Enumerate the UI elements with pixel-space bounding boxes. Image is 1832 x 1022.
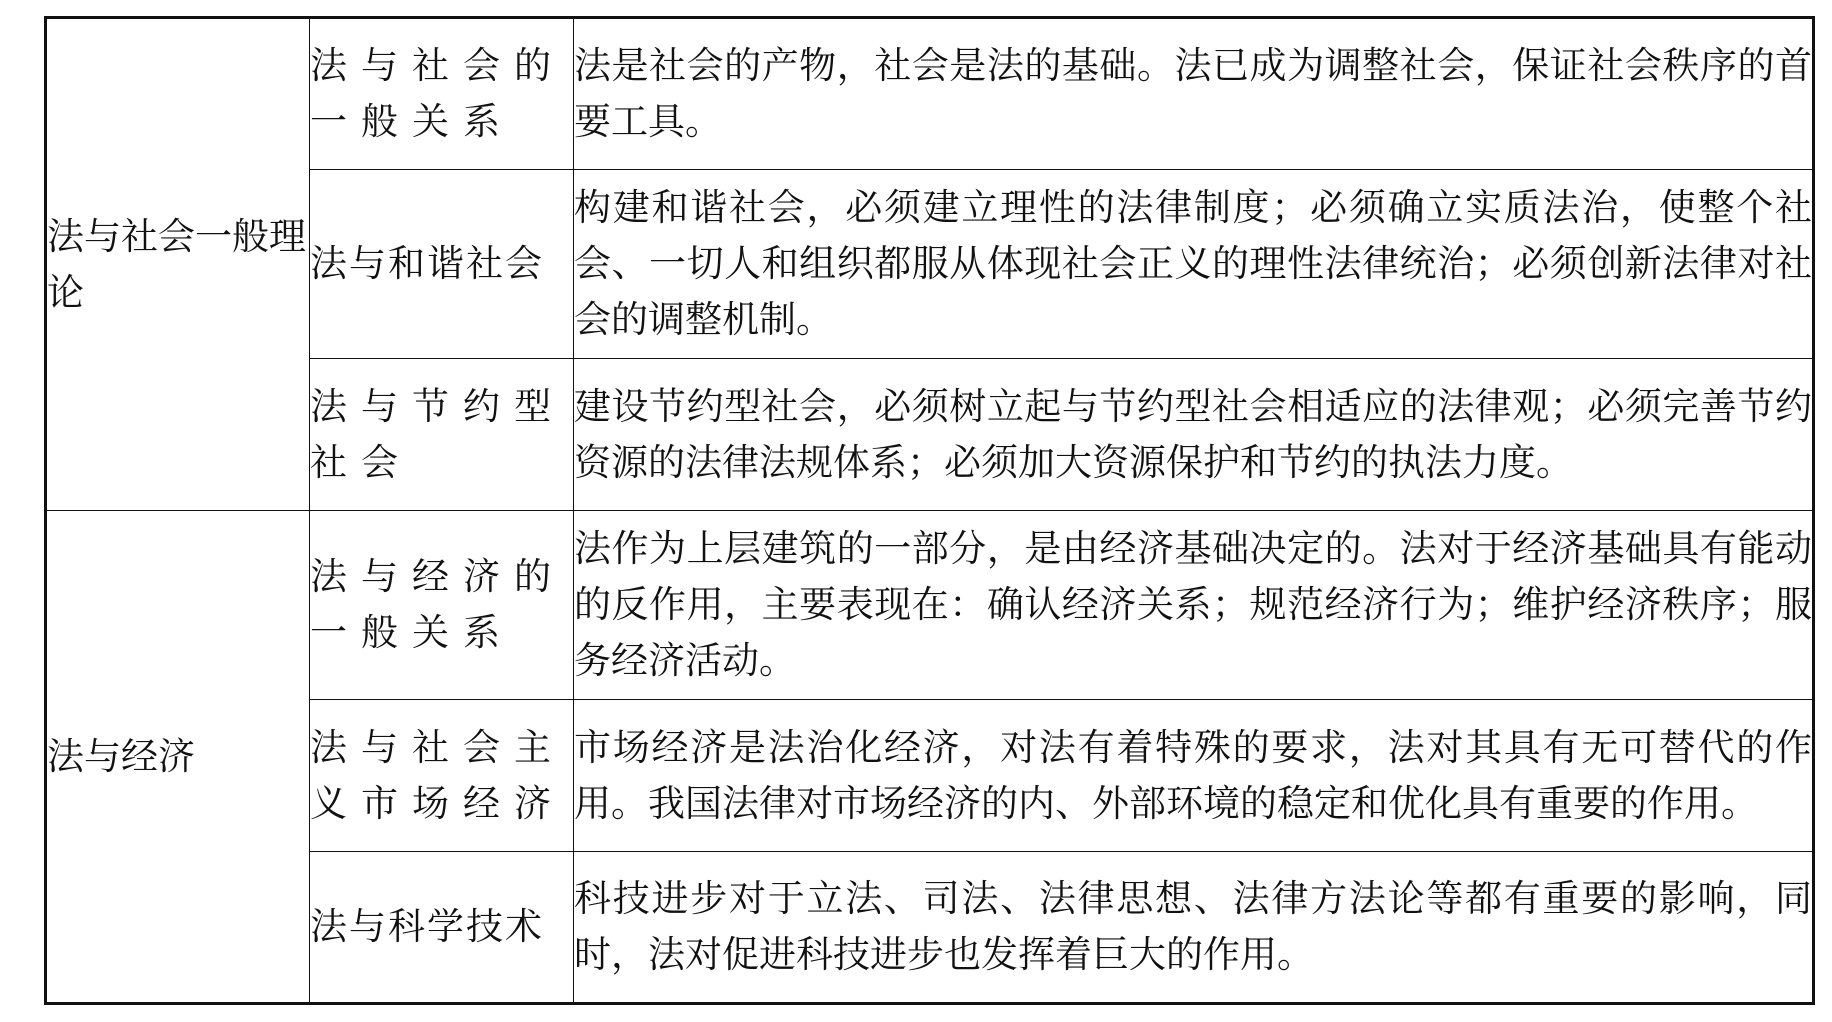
- content-cell: 法作为上层建筑的一部分，是由经济基础决定的。法对于经济基础具有能动的反作用，主要表现在：确认经济关系；规范经济行为；维护经济秩序；服务经济活动。: [574, 511, 1814, 700]
- table-row: [46, 700, 1814, 852]
- table-row: [46, 18, 1814, 170]
- table-row: [46, 511, 1814, 700]
- topic-cell: 法与社会主义市场经济: [310, 700, 574, 852]
- category-cell: 法与经济: [46, 511, 310, 1004]
- content-cell: 市场经济是法治化经济，对法有着特殊的要求，法对其具有无可替代的作用。我国法律对市场经济的内、外部环境的稳定和优化具有重要的作用。: [574, 700, 1814, 852]
- content-cell: 建设节约型社会，必须树立起与节约型社会相适应的法律观；必须完善节约资源的法律法规体系；必须加大资源保护和节约的执法力度。: [574, 359, 1814, 511]
- content-cell: 科技进步对于立法、司法、法律思想、法律方法论等都有重要的影响，同时，法对促进科技进步也发挥着巨大的作用。: [574, 852, 1814, 1004]
- topic-cell: 法与经济的一般关系: [310, 511, 574, 700]
- content-cell: 构建和谐社会，必须建立理性的法律制度；必须确立实质法治，使整个社会、一切人和组织都服从体现社会正义的理性法律统治；必须创新法律对社会的调整机制。: [574, 170, 1814, 359]
- table-row: [46, 170, 1814, 359]
- topic-cell: 法与社会的一般关系: [310, 18, 574, 170]
- topic-cell: 法与节约型社会: [310, 359, 574, 511]
- law-society-table: [44, 16, 1815, 1005]
- table-row: [46, 359, 1814, 511]
- topic-cell: 法与科学技术: [310, 852, 574, 1004]
- topic-cell: 法与和谐社会: [310, 170, 574, 359]
- table-row: [46, 852, 1814, 1004]
- category-cell: 法与社会一般理论: [46, 18, 310, 511]
- content-cell: 法是社会的产物，社会是法的基础。法已成为调整社会，保证社会秩序的首要工具。: [574, 18, 1814, 170]
